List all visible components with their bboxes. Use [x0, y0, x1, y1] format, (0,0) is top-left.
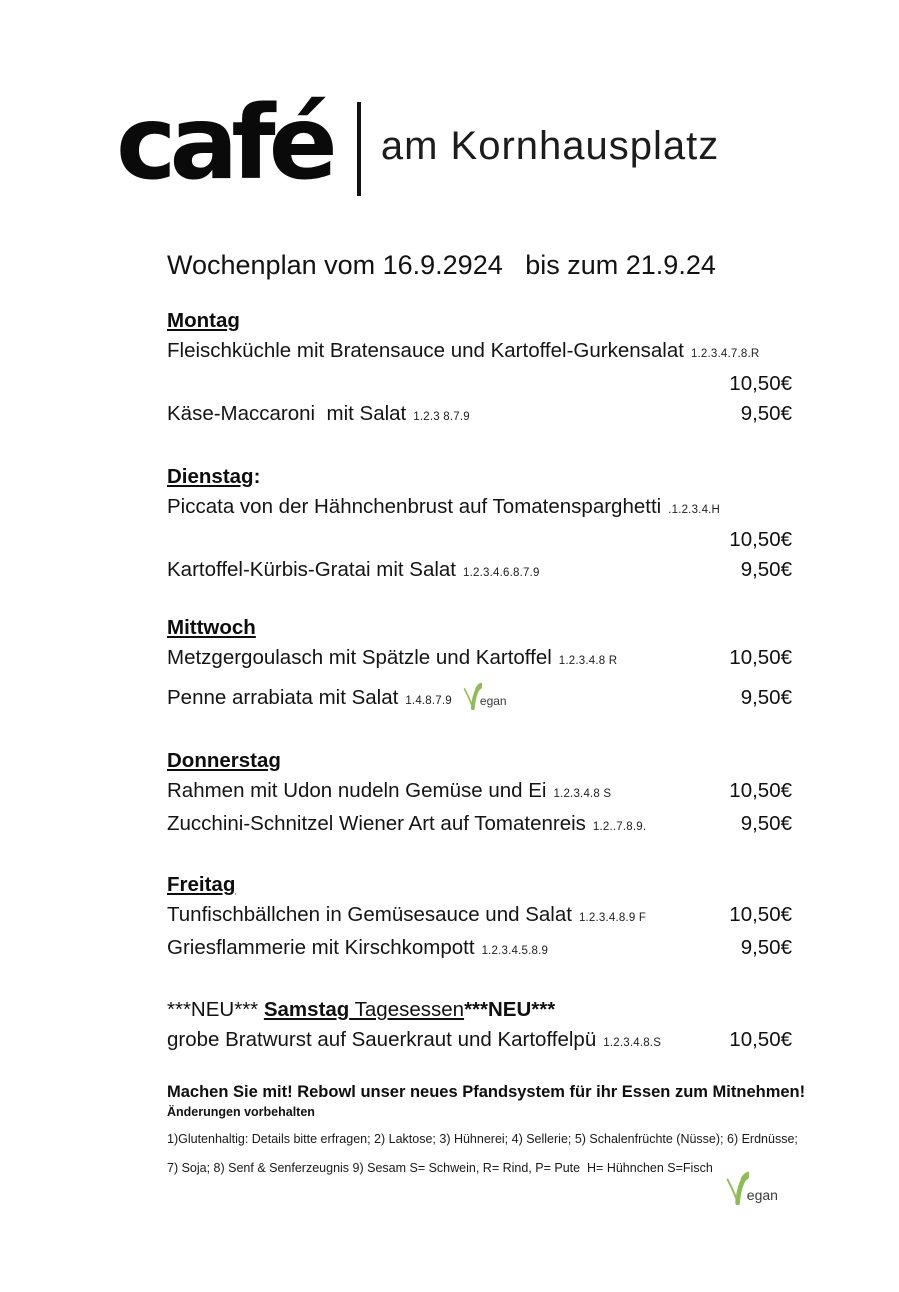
day-name: Donnerstag [167, 749, 281, 772]
disclaimer-note: Änderungen vorbehalten [167, 1105, 315, 1119]
vegan-badge [461, 682, 507, 710]
dish-row [167, 776, 792, 809]
dish-price: 9,50€ [740, 402, 792, 425]
dish-row [167, 399, 792, 432]
dish-name: Penne arrabiata mit Salat [167, 686, 399, 709]
day-name: Montag [167, 309, 240, 332]
day-suffix: : [253, 465, 261, 488]
day-heading [167, 306, 792, 336]
day-section-dienstag [167, 462, 792, 588]
dish-price: 10,50€ [729, 903, 792, 926]
vegan-leaf-icon [461, 682, 482, 710]
saturday-underlined [264, 998, 464, 1021]
dish-price: 10,50€ [729, 528, 792, 551]
day-section-montag [167, 306, 792, 432]
dish-price: 10,50€ [729, 372, 792, 395]
neu-suffix: ***NEU*** [464, 998, 556, 1021]
day-heading [167, 746, 792, 776]
vegan-label: egan [479, 694, 507, 708]
dish-row [167, 336, 792, 369]
neu-prefix: ***NEU*** [167, 998, 264, 1021]
dish-price: 9,50€ [740, 558, 792, 581]
price-row [167, 525, 792, 555]
allergen-codes: 1.2.3.4.8 S [553, 788, 612, 800]
allergen-codes: 1.2.3.4.6.8.7.9 [463, 567, 540, 579]
allergen-codes: 1.2.3.4.8.S [603, 1037, 662, 1049]
day-section-donnerstag [167, 746, 792, 842]
dish-price: 9,50€ [740, 936, 792, 959]
dish-row [167, 809, 792, 842]
dish-name: Fleischküchle mit Bratensauce und Kartoffel-Gurkensalat [167, 339, 684, 362]
allergen-codes: 1.2.3.4.8 R [558, 655, 618, 667]
day-heading [167, 870, 792, 900]
promo-note: Machen Sie mit! Rebowl unser neues Pfandsystem für ihr Essen zum Mitnehmen! [167, 1083, 806, 1101]
dish-name: Rahmen mit Udon nudeln Gemüse und Ei [167, 779, 547, 802]
dish-price: 10,50€ [729, 779, 792, 802]
day-section-freitag [167, 870, 792, 966]
saturday-tagline: Tagesessen [349, 998, 465, 1021]
dish-row [167, 555, 792, 588]
allergen-codes: 1.2.3.4.8.9 F [578, 912, 647, 924]
dish-name: Griesflammerie mit Kirschkompott [167, 936, 475, 959]
menu-content [167, 306, 792, 1058]
allergen-codes: .1.2.3.4.H [668, 504, 721, 516]
vegan-label: egan [746, 1187, 778, 1203]
dish-name: Piccata von der Hähnchenbrust auf Tomatensparghetti [167, 495, 662, 518]
allergen-legend-line1: 1)Glutenhaltig: Details bitte erfragen; 2) Laktose; 3) Hühnerei; 4) Sellerie; 5) Schalenfrüchte (Nüsse); 6) Erdnüsse; [167, 1132, 798, 1146]
price-row [167, 369, 792, 399]
allergen-codes: 1.2..7.8.9. [592, 821, 647, 833]
dish-row [167, 676, 792, 716]
day-name: Mittwoch [167, 616, 256, 639]
allergen-codes: 1.4.8.7.9 [405, 695, 452, 707]
dish-row [167, 900, 792, 933]
logo-divider [357, 102, 361, 196]
allergen-codes: 1.2.3.4.5.8.9 [481, 945, 549, 957]
day-section-mittwoch [167, 613, 792, 716]
dish-price: 10,50€ [729, 1028, 792, 1051]
saturday-day: Samstag [263, 998, 350, 1021]
menu-title: Wochenplan vom 16.9.2924 bis zum 21.9.24 [167, 250, 716, 280]
day-name: Dienstag [167, 465, 254, 488]
logo [116, 84, 899, 203]
dish-price: 9,50€ [740, 686, 792, 709]
dish-row [167, 643, 792, 676]
allergen-codes: 1.2.3 8.7.9 [413, 411, 470, 423]
dish-row [167, 1025, 792, 1058]
dish-row [167, 492, 792, 525]
dish-name: Käse-Maccaroni mit Salat [167, 402, 407, 425]
dish-row [167, 933, 792, 966]
dish-price: 10,50€ [729, 646, 792, 669]
logo-brand-text: café [116, 84, 331, 203]
day-heading [167, 462, 792, 492]
dish-name: Zucchini-Schnitzel Wiener Art auf Tomatenreis [167, 812, 586, 835]
saturday-header [167, 995, 792, 1025]
day-name: Freitag [167, 873, 236, 896]
logo-tagline: am Kornhausplatz [380, 123, 720, 168]
dish-name: Metzgergoulasch mit Spätzle und Kartoffel [167, 646, 552, 669]
dish-name: Tunfischbällchen in Gemüsesauce und Salat [167, 903, 572, 926]
day-heading [167, 613, 792, 643]
day-section-samstag [167, 995, 792, 1058]
dish-name: Kartoffel-Kürbis-Gratai mit Salat [167, 558, 457, 581]
allergen-legend-line2 [167, 1161, 899, 1203]
allergen-codes: 1.2.3.4.7.8.R [690, 348, 760, 360]
dish-price: 9,50€ [740, 812, 792, 835]
dish-name: grobe Bratwurst auf Sauerkraut und Kartoffelpü [167, 1028, 597, 1051]
allergen-legend-text: 7) Soja; 8) Senf & Senferzeugnis 9) Sesam S= Schwein, R= Rind, P= Pute H= Hühnchen S=Fisch [167, 1161, 713, 1175]
